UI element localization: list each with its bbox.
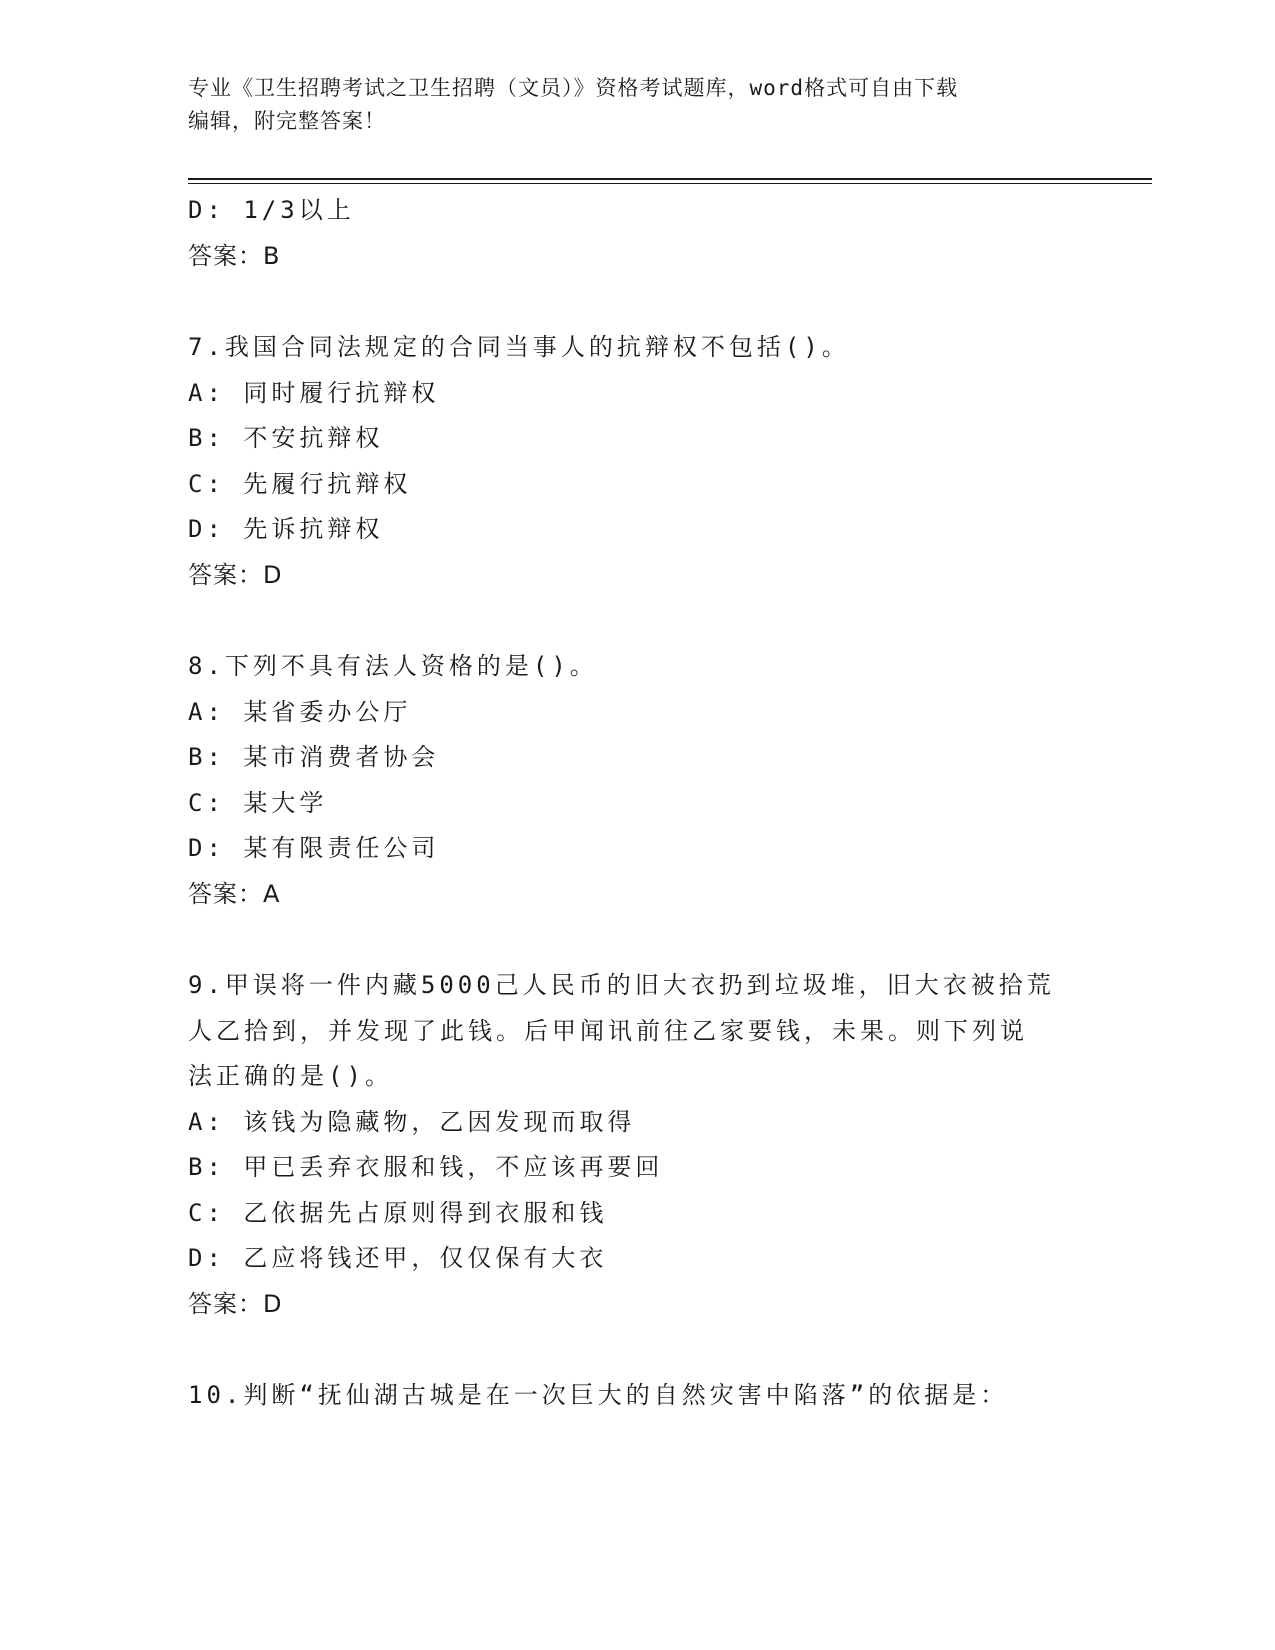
question-stem: 10.判断“抚仙湖古城是在一次巨大的自然灾害中陷落”的依据是： — [188, 1381, 1009, 1409]
answer-label: 答案：D — [188, 560, 283, 589]
option-a: A: 该钱为隐藏物，乙因发现而取得 — [188, 1107, 636, 1136]
option-d: D: 1/3以上 — [188, 196, 355, 224]
option-d: D: 乙应将钱还甲，仅仅保有大衣 — [188, 1244, 608, 1272]
spacer — [188, 1327, 1088, 1373]
option-d: D: 先诉抗辩权 — [188, 515, 384, 543]
question-stem-line-1: 9.甲误将一件内藏5000己人民币的旧大衣扔到垃圾堆，旧大衣被拾荒 — [188, 971, 1055, 999]
header-divider-thick — [188, 178, 1152, 180]
spacer — [188, 279, 1088, 325]
option-c: C: 先履行抗辩权 — [188, 469, 412, 498]
question-10 — [188, 1373, 1088, 1419]
spacer — [188, 917, 1088, 963]
option-c: C: 乙依据先占原则得到衣服和钱 — [188, 1198, 608, 1227]
answer-label: 答案：A — [188, 879, 281, 908]
question-7 — [188, 325, 1088, 598]
question-6-tail — [188, 188, 1088, 279]
option-b: B: 某市消费者协会 — [188, 743, 440, 771]
option-a: A: 同时履行抗辩权 — [188, 378, 440, 407]
question-8 — [188, 644, 1088, 917]
document-header — [188, 72, 1068, 138]
question-stem-line-3: 法正确的是()。 — [188, 1062, 393, 1090]
question-list — [188, 188, 1088, 1419]
header-line-1: 专业《卫生招聘考试之卫生招聘（文员）》资格考试题库，word格式可自由下载 — [188, 76, 959, 100]
spacer — [188, 598, 1088, 644]
question-stem: 7.我国合同法规定的合同当事人的抗辩权不包括()。 — [188, 333, 850, 361]
option-b: B: 不安抗辩权 — [188, 424, 384, 452]
answer-label: 答案：B — [188, 241, 281, 270]
option-c: C: 某大学 — [188, 788, 328, 817]
question-stem: 8.下列不具有法人资格的是()。 — [188, 652, 598, 680]
question-9 — [188, 963, 1088, 1327]
header-divider-thin — [188, 183, 1152, 184]
answer-label: 答案：D — [188, 1289, 283, 1318]
option-a: A: 某省委办公厅 — [188, 697, 412, 726]
option-d: D: 某有限责任公司 — [188, 834, 440, 862]
option-b: B: 甲已丢弃衣服和钱，不应该再要回 — [188, 1153, 664, 1181]
question-stem-line-2: 人乙拾到，并发现了此钱。后甲闻讯前往乙家要钱，未果。则下列说 — [188, 1016, 1028, 1045]
header-line-2: 编辑，附完整答案！ — [188, 109, 386, 133]
